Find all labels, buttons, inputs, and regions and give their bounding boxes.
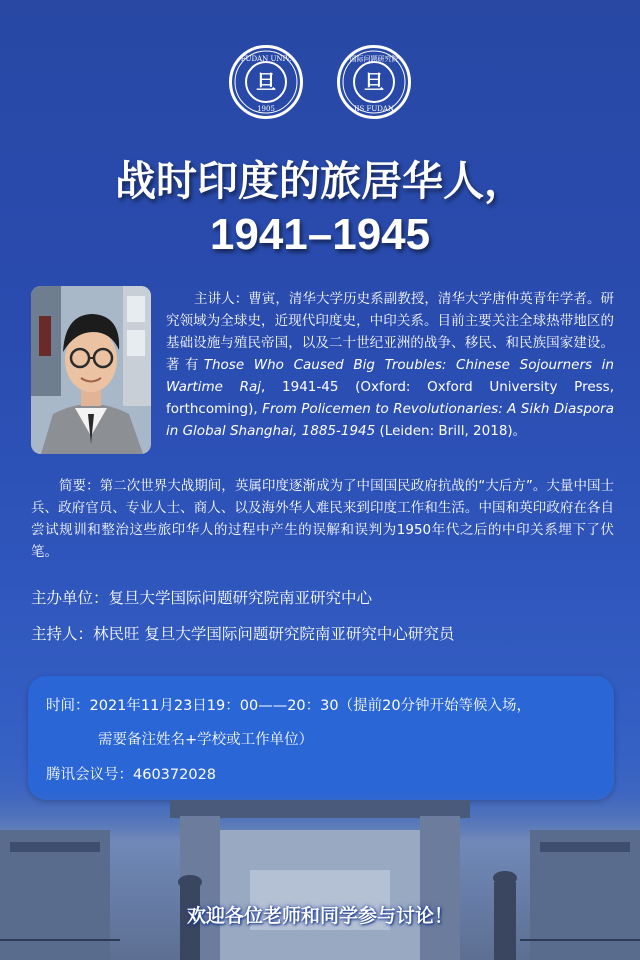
svg-text:1905: 1905 [257,105,275,113]
abstract-text: 简要：第二次世界大战期间，英属印度逐渐成为了中国国民政府抗战的“大后方”。大量中国士兵、政府官员、专业人士、商人、以及海外华人难民来到印度工作和生活。中国和英印政府在各自尝试规训和整治这些旅印华人的过程中产生的误解和误判为1950年代之后的中印关系埋下了伏笔。 [31,478,614,560]
svg-text:IIS FUDAN: IIS FUDAN [353,105,395,113]
book1-title: Those Who Caused Big Troubles: Chinese Sojourners in Wartime Raj [166,357,614,395]
svg-text:国际问题研究院: 国际问题研究院 [349,55,399,63]
speaker-bio-text: 主讲人：曹寅，清华大学历史系副教授，清华大学唐仲英青年学者。研究领域为全球史，近现代印度史，中印关系。目前主要关注全球热带地区的基础设施与殖民帝国，以及二十世纪亚洲的战争、移民、和民族国家建设。著有 [166,291,614,373]
host: 主持人：林民旺 复旦大学国际问题研究院南亚研究中心研究员 [31,625,455,643]
speaker-bio [166,288,614,442]
event-time-note: 需要备注姓名+学校或工作单位） [98,732,314,748]
book2-details: (Leiden: Brill, 2018)。 [375,423,527,439]
organizer: 主办单位：复旦大学国际问题研究院南亚研究中心 [31,589,373,607]
book1-details: , 1941-45 (Oxford: Oxford University Press, forthcoming), [166,379,614,417]
fudan-university-logo [229,45,303,119]
svg-text:FUDAN UNIV.: FUDAN UNIV. [240,55,292,63]
event-time: 时间：2021年11月23日19：00——20：30（提前20分钟开始等候入场， [46,698,532,714]
poster-title-years: 1941–1945 [209,210,431,259]
iis-fudan-logo [337,45,411,119]
meeting-id: 腾讯会议号：460372028 [46,767,217,783]
welcome-message: 欢迎各位老师和同学参与讨论！ [186,905,453,927]
speaker-photo [31,286,151,454]
poster-title: 战时印度的旅居华人， [115,157,525,205]
talk-abstract [31,475,614,563]
historical-photo-scene [0,790,640,960]
book2-title: From Policemen to Revolutionaries: A Sikh Diaspora in Global Shanghai, 1885-1945 [166,401,614,439]
svg-text:旦: 旦 [256,70,276,94]
svg-text:旦: 旦 [364,70,384,94]
event-info-box [28,676,614,800]
